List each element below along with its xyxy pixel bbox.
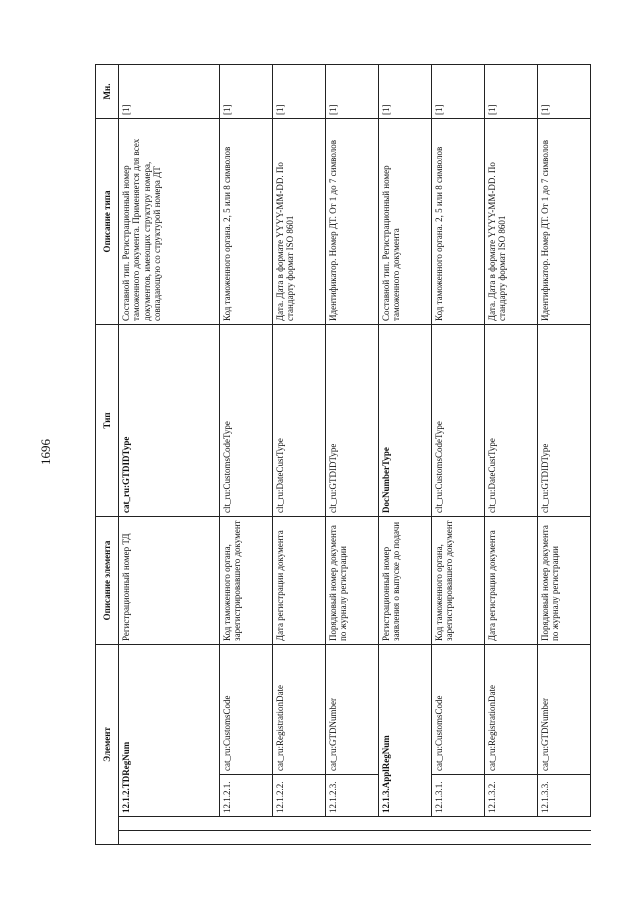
indent-cell: [119, 831, 591, 845]
element-number: 12.1.2.: [121, 788, 131, 813]
table-row: [326, 64, 379, 844]
type-description: Составной тип. Регистрационный номер таможенного документа: [379, 118, 432, 324]
element-number: 12.1.2.3.: [326, 775, 379, 817]
element-type: clt_ru:DateCustType: [485, 324, 538, 516]
multiplicity: [1]: [538, 64, 591, 118]
element-cell: [119, 644, 220, 816]
type-description: Код таможенного органа. 2, 5 или 8 символов: [220, 118, 273, 324]
header-multiplicity: Мн.: [96, 64, 119, 118]
element-name: cat_ru:GTDNumber: [538, 644, 591, 774]
type-description: Идентификатор. Номер ДТ. От 1 до 7 символов: [538, 118, 591, 324]
multiplicity: [1]: [273, 64, 326, 118]
element-cell: [379, 644, 432, 816]
element-name: cat_ru:CustomsCode: [432, 644, 485, 774]
element-type: DocNumberType: [379, 324, 432, 516]
element-spec-table: [95, 64, 591, 845]
element-type: clt_ru:DateCustType: [273, 324, 326, 516]
element-number: 12.1.2.2.: [273, 775, 326, 817]
element-number: 12.1.3.: [381, 788, 391, 813]
rotated-table-container: [95, 65, 620, 845]
element-name: cat_ru:CustomsCode: [220, 644, 273, 774]
element-name: cat_ru:RegistrationDate: [485, 644, 538, 774]
element-number: 12.1.3.2.: [485, 775, 538, 817]
element-number: 12.1.3.1.: [432, 775, 485, 817]
table-row: [485, 64, 538, 844]
element-type: clt_ru:CustomsCodeType: [220, 324, 273, 516]
element-number: 12.1.2.1.: [220, 775, 273, 817]
table-row: [538, 64, 591, 844]
element-description: Порядковый номер документа по журналу регистрации: [538, 516, 591, 644]
element-name: ApplRegNum: [381, 735, 391, 789]
multiplicity: [1]: [485, 64, 538, 118]
type-description: Идентификатор. Номер ДТ. От 1 до 7 символов: [326, 118, 379, 324]
element-description: Дата регистрации документа: [485, 516, 538, 644]
table-row: [220, 64, 273, 844]
element-description: Регистрационный номер заявления о выпуске до подачи: [379, 516, 432, 644]
indent-cell: [379, 817, 591, 831]
table-row: [119, 64, 220, 844]
element-description: Дата регистрации документа: [273, 516, 326, 644]
table-header-row: [96, 64, 119, 844]
type-description: Код таможенного органа. 2, 5 или 8 символов: [432, 118, 485, 324]
type-description: Составной тип. Регистрационный номер таможенного документа. Применяется для всех документов, имеющих структуру номера, совпадающую со структурой номера ДТ: [119, 118, 220, 324]
element-type: clt_ru:GTDIDType: [326, 324, 379, 516]
header-description: Описание элемента: [96, 516, 119, 644]
element-name: TDRegNum: [121, 741, 131, 789]
element-name: cat_ru:RegistrationDate: [273, 644, 326, 774]
element-description: Регистрационный номер ТД: [119, 516, 220, 644]
multiplicity: [1]: [432, 64, 485, 118]
header-element: Элемент: [96, 644, 119, 844]
table-row: [432, 64, 485, 844]
indent-cell: [119, 817, 379, 831]
header-type: Тип: [96, 324, 119, 516]
element-name: cat_ru:GTDNumber: [326, 644, 379, 774]
header-type-description: Описание типа: [96, 118, 119, 324]
table-row: [273, 64, 326, 844]
element-type: clt_ru:GTDIDType: [538, 324, 591, 516]
element-description: Код таможенного органа, зарегистрировавшего документ: [432, 516, 485, 644]
element-description: Код таможенного органа, зарегистрировавшего документ: [220, 516, 273, 644]
element-description: Порядковый номер документа по журналу регистрации: [326, 516, 379, 644]
element-type: clt_ru:CustomsCodeType: [432, 324, 485, 516]
multiplicity: [1]: [220, 64, 273, 118]
type-description: Дата. Дата в формате YYYY-MM-DD. По стандарту формат ISO 8601: [273, 118, 326, 324]
table-row: [379, 64, 432, 844]
page-number: 1696: [38, 439, 53, 465]
element-type: cat_ru:GTDIDType: [119, 324, 220, 516]
element-number: 12.1.3.3.: [538, 775, 591, 817]
multiplicity: [1]: [119, 64, 220, 118]
multiplicity: [1]: [326, 64, 379, 118]
type-description: Дата. Дата в формате YYYY-MM-DD. По стандарту формат ISO 8601: [485, 118, 538, 324]
multiplicity: [1]: [379, 64, 432, 118]
